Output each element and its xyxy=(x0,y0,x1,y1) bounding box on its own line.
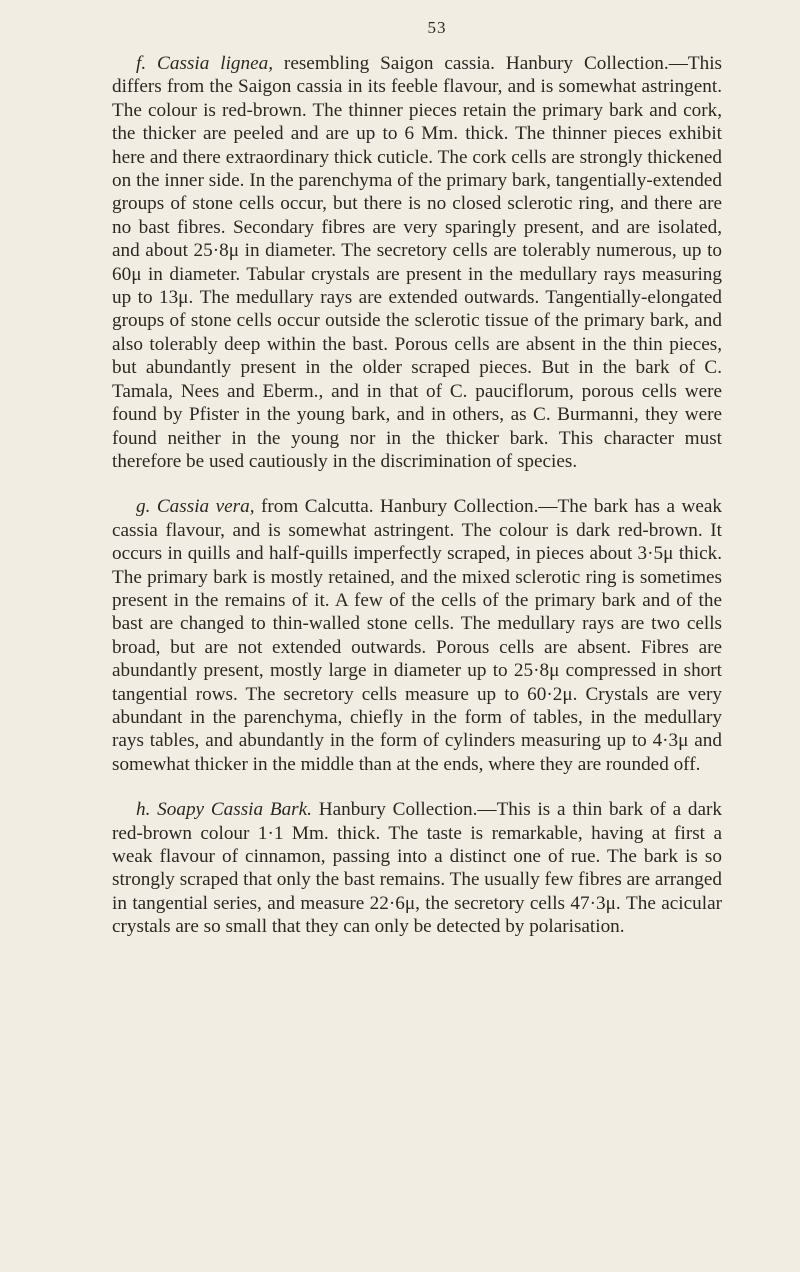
paragraph-soapy-cassia-bark xyxy=(112,798,722,938)
paragraph-text: Hanbury Collection.—This is a thin bark of a dark red-brown colour 1·1 Mm. thick. The taste is remarkable, having at first a weak flavour of cinnamon, passing into a distinct one of rue. The bark is so strongly scraped that only the bast remains. The usually few fibres are arranged in tangential series, and measure 22·6μ, the secretory cells 47·3μ. The acicular crystals are so small that they can only be detected by polarisation. xyxy=(112,799,722,938)
paragraph-label: h. Soapy Cassia Bark. xyxy=(136,799,312,821)
paragraph-text: from Calcutta. Hanbury Collection.—The bark has a weak cassia flavour, and is somewhat astringent. The colour is dark red-brown. It occurs in quills and half-quills imperfectly scraped, in pieces about 3·5μ thick. The primary bark is mostly retained, and the mixed sclerotic ring is sometimes present in the remains of it. A few of the cells of the primary bark and of the bast are changed to thin-walled stone cells. The medullary rays are two cells broad, but are not extended outwards. Porous cells are absent. Fibres are abundantly present, mostly large in diameter up to 25·8μ compressed in short tangential rows. The secretory cells measure up to 60·2μ. Crystals are very abundant in the parenchyma, chiefly in the form of tables, in the medullary rays tables, and abundantly in the form of cylinders measuring up to 4·3μ and somewhat thicker in the middle than at the ends, where they are rounded off. xyxy=(112,496,723,775)
paragraph-cassia-lignea xyxy=(112,52,722,473)
paragraph-label: f. Cassia lignea, xyxy=(136,53,273,74)
paragraph-label: g. Cassia vera, xyxy=(136,496,255,518)
page-number: 53 xyxy=(427,18,447,37)
page xyxy=(112,18,722,961)
paragraph-text: resembling Saigon cassia. Hanbury Collection.—This differs from the Saigon cassia in its feeble flavour, and is somewhat astringent. The colour is red-brown. The thinner pieces retain the primary bark and cork, the thicker are peeled and are up to 6 Mm. thick. The thinner pieces exhibit here and there extraordinary thick cuticle. The cork cells are strongly thickened on the inner side. In the parenchyma of the primary bark, tangentially-extended groups of stone cells occur, but there is no closed sclerotic ring, and there are no bast fibres. Secondary fibres are very sparingly present, and are isolated, and about 25·8μ in diameter. The secretory cells are tolerably numerous, up to 60μ in diameter. Tabular crystals are present in the medullary rays measuring up to 13μ. The medullary rays are extended outwards. Tangentially-elongated groups of stone cells occur outside the sclerotic tissue of the primary bark, and also tolerably deep within the bast. Porous cells are absent in the thin pieces, but abundantly present in the older scraped pieces. But in the bark of C. Tamala, Nees and Eberm., and in that of C. pauciflorum, porous cells were found by Pfister in the young bark, and in others, as C. Burmanni, they were found neither in the young nor in the thicker bark. This character must therefore be used cautiously in the discrimination of species. xyxy=(112,53,722,472)
paragraph-cassia-vera xyxy=(112,495,722,776)
